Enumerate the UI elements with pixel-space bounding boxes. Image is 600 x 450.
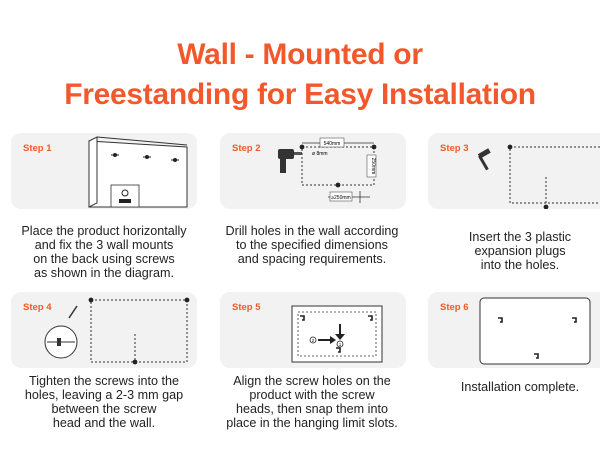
step-1-card [11, 133, 197, 209]
svg-text:2: 2 [311, 338, 315, 343]
step-3-illustration [428, 133, 600, 209]
step-6-label: Step 6 [440, 302, 469, 313]
svg-text:ø 8mm: ø 8mm [312, 151, 328, 157]
step-4-illustration [11, 292, 197, 368]
step-1-label: Step 1 [23, 143, 52, 154]
svg-text:1: 1 [338, 342, 342, 347]
page-title-line-2: Freestanding for Easy Installation [64, 78, 536, 111]
step-3-card [428, 133, 600, 209]
step-3-label: Step 3 [440, 143, 469, 154]
svg-text:540mm: 540mm [323, 141, 341, 147]
step-5-label: Step 5 [232, 302, 261, 313]
step-6-description: Installation complete. [460, 380, 580, 394]
step-1-description: Place the product horizontally and fix the 3 wall mounts on the back using screws as shown in the diagram. [21, 224, 187, 280]
step-4-label: Step 4 [23, 302, 52, 313]
step-2-card [220, 133, 406, 209]
page-title-line-1: Wall - Mounted or [177, 38, 423, 71]
hammer-icon [478, 148, 491, 170]
svg-text:250mm: 250mm [370, 157, 376, 175]
step-6-card [428, 292, 600, 368]
step-3-description: Insert the 3 plastic expansion plugs into the holes. [468, 230, 572, 272]
step-5-description: Align the screw holes on the product with the screw heads, then snap them into place in the hanging limit slots. [226, 374, 398, 430]
step-2-label: Step 2 [232, 143, 261, 154]
step-5-illustration [220, 292, 406, 368]
step-1-illustration [11, 133, 197, 209]
step-4-card [11, 292, 197, 368]
step-4-description: Tighten the screws into the holes, leaving a 2-3 mm gap between the screw head and the wall. [24, 374, 184, 430]
drill-icon [278, 149, 302, 173]
step-6-illustration [428, 292, 600, 368]
svg-text:≥250mm: ≥250mm [331, 195, 351, 201]
step-2-illustration [220, 133, 406, 209]
step-5-card [220, 292, 406, 368]
step-2-description: Drill holes in the wall according to the specified dimensions and spacing requirements. [225, 224, 399, 266]
